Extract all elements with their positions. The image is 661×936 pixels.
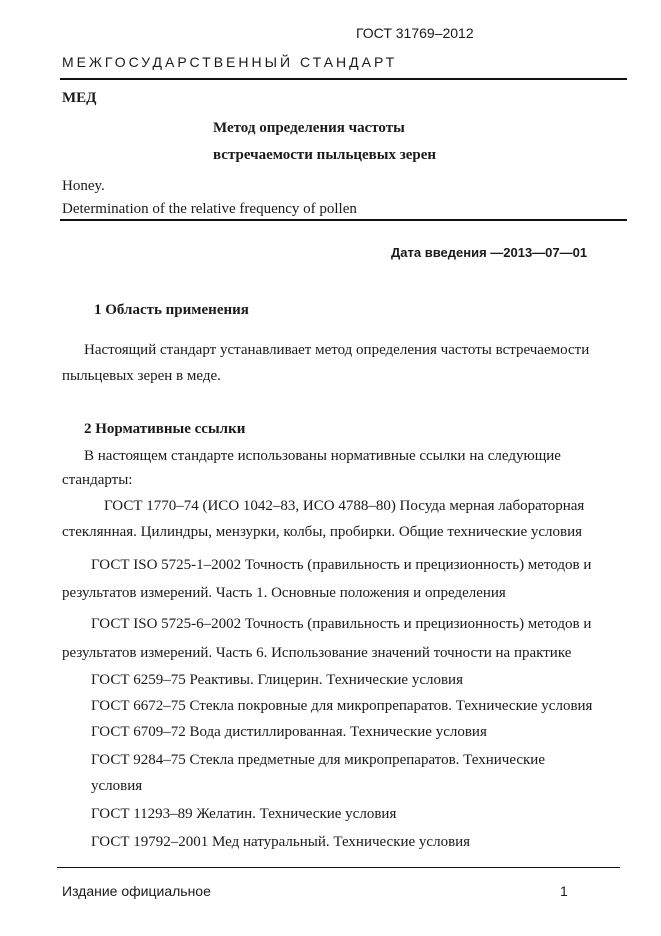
- english-title-line-1: Honey.: [62, 178, 105, 194]
- doc-number: ГОСТ 31769–2012: [356, 25, 474, 41]
- reference-item: результатов измерений. Часть 6. Использование значений точности на практике: [62, 645, 572, 661]
- reference-item: ГОСТ ISO 5725-6–2002 Точность (правильность и прецизионность) методов и: [91, 616, 592, 632]
- reference-item: ГОСТ 1770–74 (ИСО 1042–83, ИСО 4788–80) Посуда мерная лабораторная: [104, 498, 585, 514]
- subject-title: МЕД: [62, 90, 97, 106]
- reference-item: условия: [91, 778, 143, 794]
- reference-item: ГОСТ ISO 5725-1–2002 Точность (правильность и прецизионность) методов и: [91, 557, 592, 573]
- title-line-2: встречаемости пыльцевых зерен: [213, 147, 437, 163]
- reference-item: ГОСТ 19792–2001 Мед натуральный. Технические условия: [91, 834, 471, 850]
- reference-item: ГОСТ 11293–89 Желатин. Технические условия: [91, 806, 397, 822]
- standard-type: МЕЖГОСУДАРСТВЕННЫЙ СТАНДАРТ: [62, 54, 398, 70]
- title-rule: [60, 219, 627, 221]
- english-title-line-2: Determination of the relative frequency of pollen: [62, 201, 357, 217]
- footer-rule: [57, 867, 620, 868]
- introduction-date: Дата введения —2013—07—01: [391, 245, 588, 260]
- reference-item: ГОСТ 6672–75 Стекла покровные для микропрепаратов. Технические условия: [91, 698, 593, 714]
- section-1-heading: 1 Область применения: [94, 302, 249, 318]
- section-1-paragraph-line-2: пыльцевых зерен в меде.: [62, 368, 221, 384]
- reference-item: ГОСТ 9284–75 Стекла предметные для микропрепаратов. Технические: [91, 752, 545, 768]
- reference-item: ГОСТ 6709–72 Вода дистиллированная. Технические условия: [91, 724, 487, 740]
- page-number: 1: [560, 883, 568, 899]
- section-2-intro-line-2: стандарты:: [62, 472, 133, 488]
- title-line-1: Метод определения частоты: [213, 120, 405, 136]
- edition-label: Издание официальное: [62, 883, 211, 899]
- header-rule: [60, 78, 627, 80]
- section-1-paragraph-line-1: Настоящий стандарт устанавливает метод определения частоты встречаемости: [84, 342, 590, 358]
- reference-item: стеклянная. Цилиндры, мензурки, колбы, пробирки. Общие технические условия: [62, 524, 583, 540]
- section-2-intro-line-1: В настоящем стандарте использованы нормативные ссылки на следующие: [84, 448, 561, 464]
- reference-item: результатов измерений. Часть 1. Основные положения и определения: [62, 585, 506, 601]
- section-2-heading: 2 Нормативные ссылки: [84, 421, 246, 437]
- reference-item: ГОСТ 6259–75 Реактивы. Глицерин. Технические условия: [91, 672, 463, 688]
